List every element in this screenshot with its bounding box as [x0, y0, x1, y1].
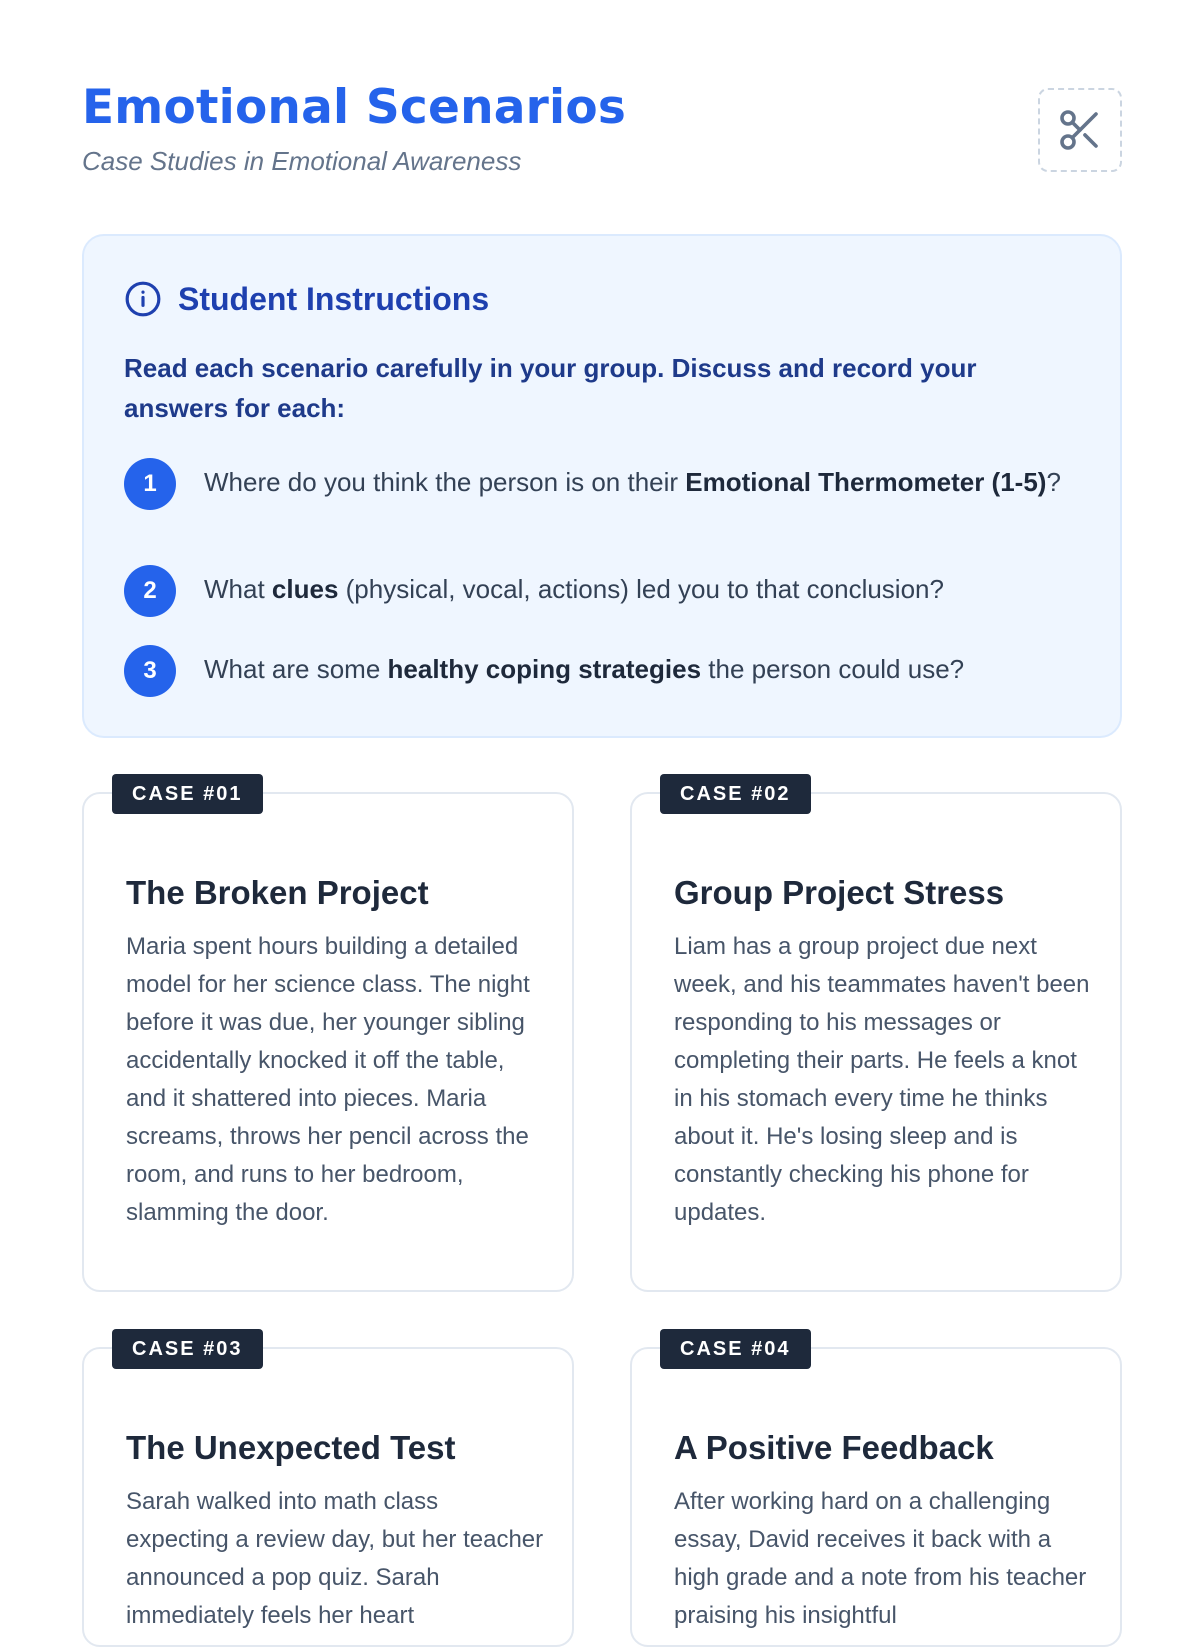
instruction-step: [124, 565, 1064, 617]
case-description: Liam has a group project due next week, and his teammates haven't been responding to his messages or completing their parts. He feels a knot in his stomach every time he thinks about it. He's losing sleep and is constantly checking his phone for updates.: [674, 933, 1090, 1226]
instructions-panel: [82, 234, 1122, 738]
instruction-step: [124, 458, 1064, 510]
step-number-badge: 1: [124, 458, 176, 510]
page-subtitle: Case Studies in Emotional Awareness: [82, 146, 522, 176]
case-description: Sarah walked into math class expecting a review day, but her teacher announced a pop quiz. Sarah immediately feels her heart: [126, 1488, 544, 1629]
info-icon: [124, 280, 162, 318]
scissors-icon: [1056, 106, 1104, 154]
instructions-title: Student Instructions: [178, 280, 490, 317]
page-header: [82, 80, 1122, 180]
case-title: The Unexpected Test: [126, 1429, 456, 1466]
case-card-body: [82, 1347, 574, 1647]
worksheet-page: [82, 0, 1122, 1629]
step-number-badge: 2: [124, 565, 176, 617]
instructions-intro: Read each scenario carefully in your group. Discuss and record your answers for each:: [124, 353, 977, 423]
step-text: What are some healthy coping strategies the person could use?: [204, 654, 965, 684]
case-card-body: [630, 792, 1122, 1292]
case-title: The Broken Project: [126, 874, 429, 911]
case-badge: CASE #03: [112, 1329, 263, 1369]
instruction-step: [124, 645, 1064, 697]
step-text: What clues (physical, vocal, actions) led you to that conclusion?: [204, 574, 944, 604]
step-number-badge: 3: [124, 645, 176, 697]
case-card-body: [630, 1347, 1122, 1647]
cut-out-box: [1038, 88, 1122, 172]
page-title: Emotional Scenarios: [82, 80, 627, 135]
instructions-heading: [124, 280, 489, 318]
case-badge: CASE #04: [660, 1329, 811, 1369]
case-badge: CASE #02: [660, 774, 811, 814]
case-description: Maria spent hours building a detailed model for her science class. The night before it was due, her younger sibling accidentally knocked it off the table, and it shattered into pieces. Maria screams, throws her pencil across the room, and runs to her bedroom, slamming the door.: [126, 933, 530, 1226]
case-badge: CASE #01: [112, 774, 263, 814]
case-title: Group Project Stress: [674, 874, 1005, 911]
case-description: After working hard on a challenging essay, David receives it back with a high grade and a note from his teacher praising his insightful: [674, 1488, 1087, 1629]
step-text: Where do you think the person is on their Emotional Thermometer (1-5)?: [204, 467, 1061, 497]
case-card-body: [82, 792, 574, 1292]
case-title: A Positive Feedback: [674, 1429, 994, 1466]
